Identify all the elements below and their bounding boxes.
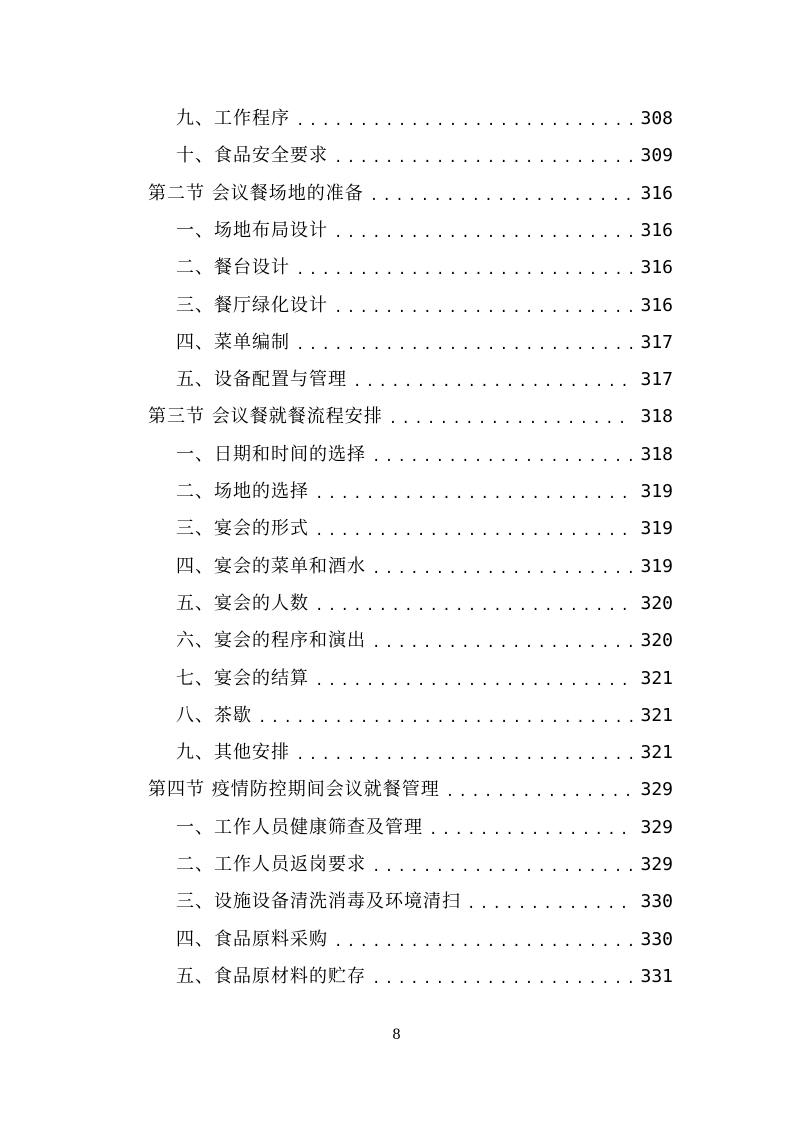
toc-leader-dots <box>315 588 633 624</box>
toc-leader-dots <box>370 178 633 214</box>
toc-entry[interactable] <box>176 959 673 995</box>
toc-entry-page: 321 <box>640 704 673 726</box>
toc-entry-title: 第二节 会议餐场地的准备 <box>148 182 364 204</box>
toc-entry-title: 一、场地布局设计 <box>176 219 328 241</box>
toc-entry-title: 五、设备配置与管理 <box>176 369 347 391</box>
toc-leader-dots <box>353 364 633 400</box>
toc-entry-page: 330 <box>640 891 673 913</box>
toc-leader-dots <box>258 700 633 736</box>
toc-entry-title: 二、场地的选择 <box>176 481 309 502</box>
toc-entry[interactable] <box>176 474 673 510</box>
toc-entry[interactable] <box>176 549 673 585</box>
toc-entry-page: 319 <box>640 555 673 577</box>
toc-entry[interactable] <box>176 623 673 659</box>
toc-leader-dots <box>372 551 633 587</box>
toc-entry[interactable] <box>176 922 673 958</box>
toc-leader-dots <box>372 625 633 661</box>
toc-entry[interactable] <box>176 250 673 286</box>
toc-section-entry[interactable] <box>148 399 673 435</box>
toc-leader-dots <box>372 961 633 997</box>
toc-leader-dots <box>296 737 633 773</box>
toc-section-entry[interactable] <box>148 772 673 808</box>
toc-entry[interactable] <box>176 101 673 137</box>
toc-entry-title: 一、日期和时间的选择 <box>176 443 366 465</box>
toc-leader-dots <box>334 140 633 176</box>
toc-entry-title: 四、菜单编制 <box>176 331 290 353</box>
toc-entry-page: 321 <box>640 742 673 764</box>
toc-entry-page: 329 <box>640 854 673 875</box>
toc-entry-page: 318 <box>640 406 673 428</box>
toc-entry-page: 309 <box>640 145 673 167</box>
toc-entry-title: 四、食品原料采购 <box>176 928 328 950</box>
toc-entry-page: 316 <box>640 182 673 204</box>
toc-entry[interactable] <box>176 810 673 846</box>
toc-entry-page: 331 <box>640 965 673 987</box>
toc-entry[interactable] <box>176 698 673 734</box>
toc-leader-dots <box>446 774 633 810</box>
toc-entry-title: 四、宴会的菜单和酒水 <box>176 555 366 577</box>
toc-entry[interactable] <box>176 735 673 771</box>
toc-leader-dots <box>296 327 633 363</box>
toc-entry[interactable] <box>176 511 673 547</box>
toc-leader-dots <box>296 103 633 139</box>
toc-leader-dots <box>315 513 633 549</box>
toc-section-entry[interactable] <box>148 176 673 212</box>
toc-entry-title: 五、食品原材料的贮存 <box>176 965 366 987</box>
toc-leader-dots <box>372 849 633 885</box>
toc-entry-title: 八、茶歇 <box>176 704 252 726</box>
toc-entry-title: 五、宴会的人数 <box>176 592 309 614</box>
toc-entry-title: 三、餐厅绿化设计 <box>176 294 328 316</box>
toc-entry[interactable] <box>176 661 673 697</box>
toc-entry-page: 318 <box>640 443 673 465</box>
toc-leader-dots <box>315 663 633 699</box>
toc-entry[interactable] <box>176 138 673 174</box>
toc-entry-page: 321 <box>640 667 673 689</box>
toc-entry[interactable] <box>176 288 673 324</box>
toc-entry-page: 329 <box>640 779 673 801</box>
toc-entry[interactable] <box>176 325 673 361</box>
toc-leader-dots <box>334 290 633 326</box>
toc-entry-page: 308 <box>640 108 673 129</box>
toc-entry[interactable] <box>176 586 673 622</box>
toc-entry[interactable] <box>176 847 673 883</box>
toc-entry-title: 三、宴会的形式 <box>176 518 309 540</box>
toc-entry-page: 319 <box>640 518 673 540</box>
toc-entry-page: 320 <box>640 630 673 652</box>
toc-entry-page: 319 <box>640 481 673 502</box>
toc-entry-title: 第三节 会议餐就餐流程安排 <box>148 406 383 428</box>
toc-entry-page: 316 <box>640 219 673 241</box>
toc-entry-page: 329 <box>640 816 673 838</box>
toc-entry-page: 330 <box>640 928 673 950</box>
toc-entry-title: 二、工作人员返岗要求 <box>176 854 366 875</box>
toc-entry-title: 一、工作人员健康筛查及管理 <box>176 816 423 838</box>
toc-leader-dots <box>429 812 633 848</box>
toc-leader-dots <box>334 924 633 960</box>
toc-entry-title: 九、工作程序 <box>176 108 290 129</box>
toc-leader-dots <box>467 886 633 922</box>
toc-entry-page: 317 <box>640 369 673 391</box>
toc-leader-dots <box>296 252 633 288</box>
toc-entry[interactable] <box>176 437 673 473</box>
toc-entry-page: 316 <box>640 294 673 316</box>
toc-leader-dots <box>315 476 633 512</box>
toc-entry-page: 316 <box>640 257 673 279</box>
toc-entry-page: 320 <box>640 592 673 614</box>
toc-entry-title: 十、食品安全要求 <box>176 145 328 167</box>
toc-entry-title: 三、设施设备清洗消毒及环境清扫 <box>176 891 461 913</box>
toc-leader-dots <box>372 439 633 475</box>
toc-leader-dots <box>389 401 633 437</box>
page-number: 8 <box>392 1026 401 1043</box>
toc-entry[interactable] <box>176 362 673 398</box>
toc-entry-title: 七、宴会的结算 <box>176 667 309 689</box>
toc-entry[interactable] <box>176 213 673 249</box>
toc-entry-title: 六、宴会的程序和演出 <box>176 630 366 652</box>
toc-entry-page: 317 <box>640 331 673 353</box>
toc-entry[interactable] <box>176 884 673 920</box>
toc-entry-title: 第四节 疫情防控期间会议就餐管理 <box>148 779 440 801</box>
toc-entry-title: 二、餐台设计 <box>176 257 290 279</box>
toc-entry-title: 九、其他安排 <box>176 742 290 764</box>
toc-leader-dots <box>334 215 633 251</box>
